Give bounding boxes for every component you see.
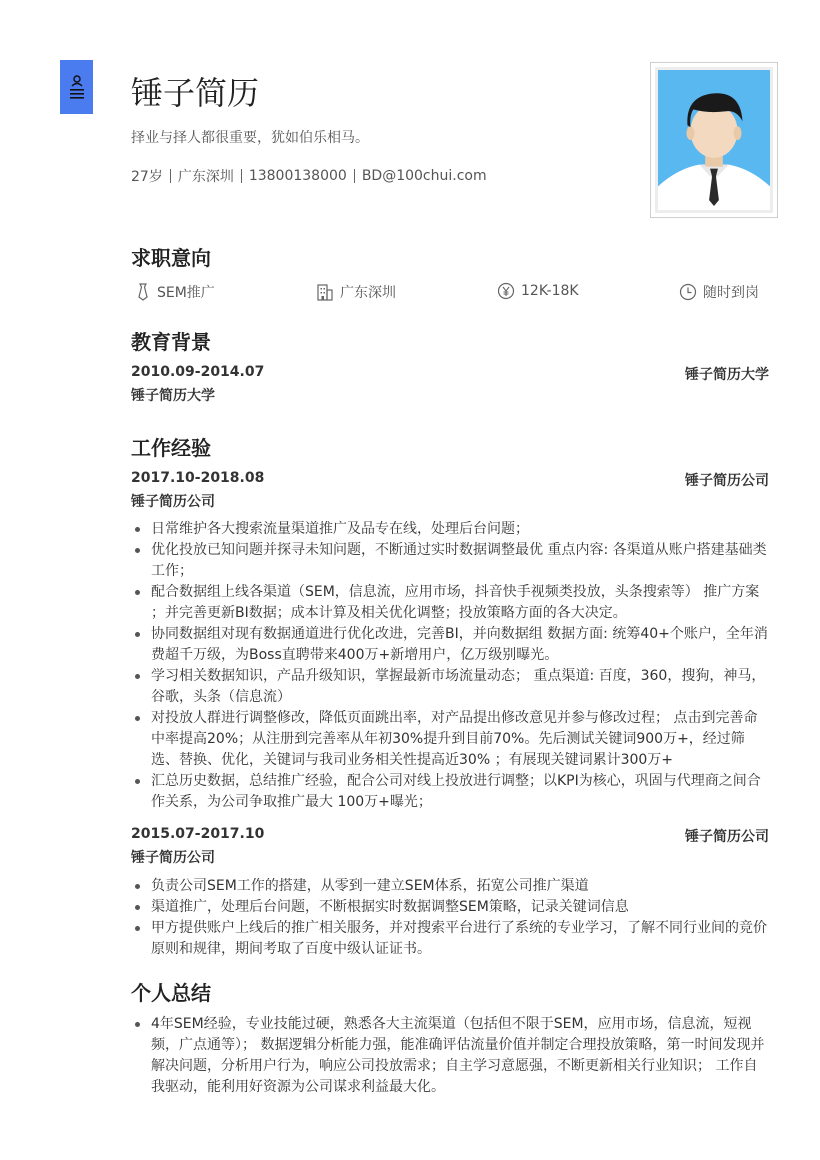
list-item: 渠道推广，处理后台问题，不断根据实时数据调整SEM策略，记录关键词信息 xyxy=(131,897,771,918)
yen-icon xyxy=(497,282,515,300)
work-duties-list xyxy=(131,519,771,813)
work-entry-header xyxy=(131,470,769,489)
list-item: 4年SEM经验，专业技能过硬，熟悉各大主流渠道（包括但不限于SEM，应用市场，信息流，短视频，广点通等）； 数据逻辑分析能力强，能准确评估流量价值并制定合理投放策略，第一时间发现并解决问题，分析用户行为，响应公司投放需求；自主学习意愿强，不断更新相关行业知识； 工作自我驱动，能利用好资源为公司谋求利益最大化。 xyxy=(131,1014,771,1098)
list-item: 汇总历史数据，总结推广经验，配合公司对线上投放进行调整；以KPI为核心，巩固与代理商之间合作关系，为公司争取推广最大 100万+曝光； xyxy=(131,771,771,813)
contact-phone: 13800138000 xyxy=(248,168,347,184)
work-company: 锤子简历公司 xyxy=(685,473,769,489)
contact-age: 27岁 xyxy=(131,169,163,185)
list-item: 学习相关数据知识，产品升级知识，掌握最新市场流量动态； 重点渠道: 百度，360，搜狗，神马，谷歌，头条（信息流） xyxy=(131,666,771,708)
work-subtitle: 锤子简历公司 xyxy=(131,850,215,866)
person-list-icon xyxy=(68,74,86,100)
resume-name: 锤子简历 xyxy=(131,74,260,112)
intent-availability-label: 随时到岗 xyxy=(703,285,759,301)
intent-city xyxy=(316,282,396,302)
list-item: 日常维护各大搜索流量渠道推广及品专在线，处理后台问题； xyxy=(131,519,771,540)
list-item: 对投放人群进行调整修改，降低页面跳出率，对产品提出修改意见并参与修改过程； 点击到完善命中率提高20%；从注册到完善率从年初30%提升到目前70%。先后测试关键词900万+，经过筛选、替换、优化，关键词与我司业务相关性提高近30% ；有展现关键词累计300万+ xyxy=(131,708,771,771)
logo-badge xyxy=(60,60,93,114)
divider xyxy=(354,169,355,183)
divider xyxy=(241,169,242,183)
education-entry-header xyxy=(131,364,769,383)
work-subtitle: 锤子简历公司 xyxy=(131,494,215,510)
contact-email: BD@100chui.com xyxy=(361,168,487,184)
summary-list xyxy=(131,1014,771,1098)
education-subtitle: 锤子简历大学 xyxy=(131,388,215,404)
intent-salary xyxy=(497,282,579,300)
clock-icon xyxy=(679,283,697,301)
divider xyxy=(170,169,171,183)
tie-icon xyxy=(135,283,151,301)
work-entry-header xyxy=(131,826,769,845)
job-intent-row xyxy=(131,282,771,304)
list-item: 甲方提供账户上线后的推广相关服务，并对搜索平台进行了系统的专业学习，了解不同行业间的竞价原则和规律，期间考取了百度中级认证证书。 xyxy=(131,918,771,960)
building-icon xyxy=(316,283,334,301)
work-date: 2017.10-2018.08 xyxy=(131,470,265,486)
list-item: 配合数据组上线各渠道（SEM，信息流，应用市场，抖音快手视频类投放，头条搜索等） 推广方案 ；并完善更新BI数据；成本计算及相关优化调整；投放策略方面的各大决定。 xyxy=(131,582,771,624)
intent-city-label: 广东深圳 xyxy=(340,285,396,301)
profile-photo xyxy=(650,62,778,218)
education-date: 2010.09-2014.07 xyxy=(131,364,265,380)
contact-line xyxy=(131,166,487,186)
section-title-summary: 个人总结 xyxy=(131,981,211,1005)
list-item: 负责公司SEM工作的搭建，从零到一建立SEM体系，拓宽公司推广渠道 xyxy=(131,876,771,897)
intent-availability xyxy=(679,282,759,302)
section-title-job-intent: 求职意向 xyxy=(131,246,211,270)
work-duties-list xyxy=(131,876,771,960)
section-title-education: 教育背景 xyxy=(131,330,211,354)
list-item: 协同数据组对现有数据通道进行优化改进，完善BI，并向数据组 数据方面: 统筹40+个账户，全年消费超千万级，为Boss直聘带来400万+新增用户，亿万级别曝光。 xyxy=(131,624,771,666)
intent-salary-label: 12K-18K xyxy=(521,283,579,299)
work-company: 锤子简历公司 xyxy=(685,829,769,845)
motto: 择业与择人都很重要，犹如伯乐相马。 xyxy=(131,130,369,146)
list-item: 优化投放已知问题并探寻未知问题，不断通过实时数据调整最优 重点内容: 各渠道从账户搭建基础类工作； xyxy=(131,540,771,582)
contact-location: 广东深圳 xyxy=(177,169,234,185)
work-date: 2015.07-2017.10 xyxy=(131,826,265,842)
education-school: 锤子简历大学 xyxy=(685,367,769,383)
intent-position-label: SEM推广 xyxy=(157,285,215,301)
intent-position xyxy=(135,282,215,302)
section-title-work: 工作经验 xyxy=(131,436,211,460)
avatar-illustration xyxy=(658,70,770,210)
